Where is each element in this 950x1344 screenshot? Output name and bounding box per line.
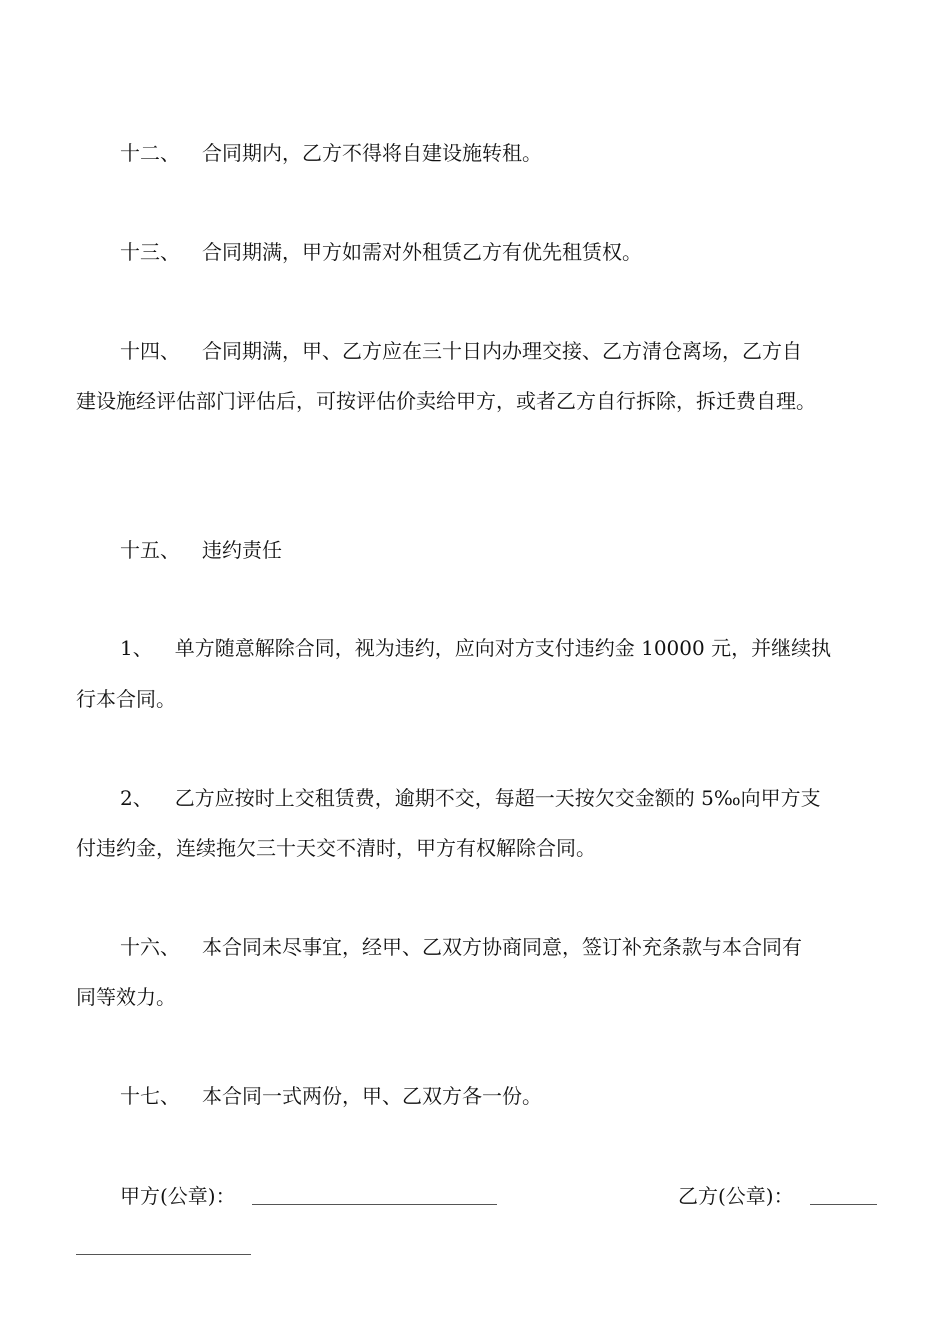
party-a-signature-label: 甲方(公章)： (120, 1184, 236, 1208)
clause-text: 本合同一式两份，甲、乙双方各一份。 (202, 1084, 542, 1108)
clause-number: 十七、 (120, 1084, 180, 1108)
clause-number: 十二、 (120, 141, 180, 165)
clause-13 (120, 238, 642, 266)
clause-text: 单方随意解除合同，视为违约，应向对方支付违约金 10000 元，并继续执 (174, 636, 832, 660)
clause-16 (120, 933, 802, 961)
clause-text: 合同期满，甲方如需对外租赁乙方有优先租赁权。 (202, 240, 642, 264)
sub-clause-1 (120, 634, 831, 662)
sub-clause-2-continuation: 付违约金，连续拖欠三十天交不清时，甲方有权解除合同。 (76, 836, 596, 860)
clause-number: 2、 (120, 786, 153, 810)
clause-number: 十五、 (120, 538, 180, 562)
party-a-signature-blank (252, 1204, 497, 1205)
clause-number: 十四、 (120, 339, 180, 363)
party-b-signature-blank-continuation (76, 1254, 251, 1255)
clause-text: 乙方应按时上交租赁费，逾期不交，每超一天按欠交金额的 5‰向甲方支 (174, 786, 821, 810)
sub-clause-1-continuation: 行本合同。 (76, 687, 176, 711)
clause-14-continuation: 建设施经评估部门评估后，可按评估价卖给甲方，或者乙方自行拆除，拆迁费自理。 (76, 389, 816, 413)
clause-15 (120, 536, 282, 564)
party-b-signature-label: 乙方(公章)： (678, 1184, 794, 1208)
clause-text: 本合同未尽事宜，经甲、乙双方协商同意，签订补充条款与本合同有 (202, 935, 802, 959)
clause-16-continuation: 同等效力。 (76, 985, 176, 1009)
clause-text: 违约责任 (202, 538, 282, 562)
clause-number: 十三、 (120, 240, 180, 264)
clause-12 (120, 139, 542, 167)
clause-text: 合同期满，甲、乙方应在三十日内办理交接、乙方清仓离场，乙方自 (202, 339, 802, 363)
clause-text: 合同期内，乙方不得将自建设施转租。 (202, 141, 542, 165)
clause-17 (120, 1082, 542, 1110)
sub-clause-2 (120, 784, 821, 812)
clause-number: 十六、 (120, 935, 180, 959)
clause-14 (120, 337, 802, 365)
party-b-signature-blank (810, 1204, 877, 1205)
clause-number: 1、 (120, 636, 153, 660)
